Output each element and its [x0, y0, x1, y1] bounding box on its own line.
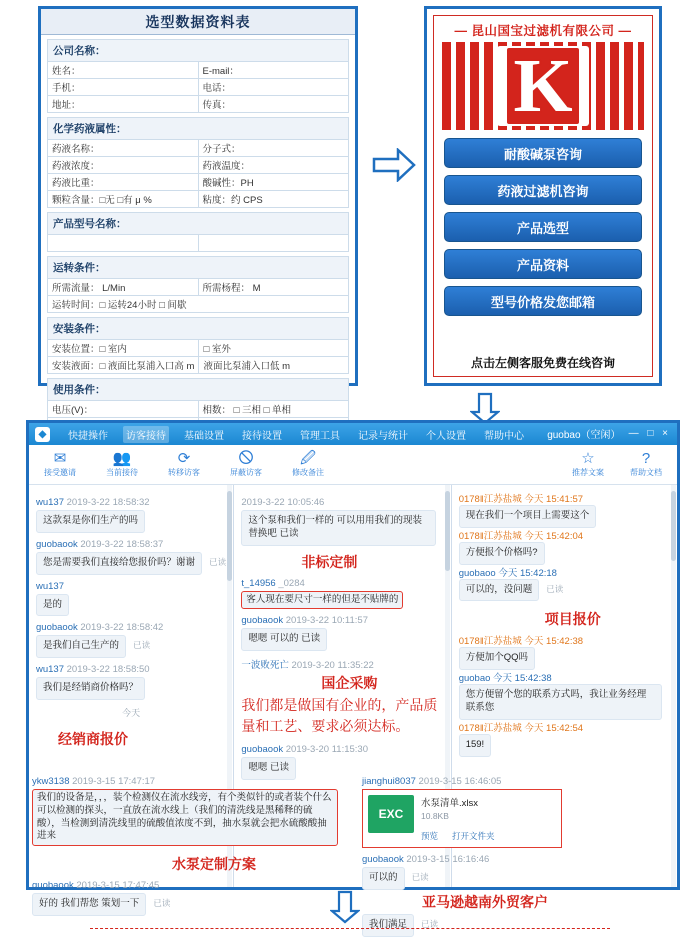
toolbar-block-visitor[interactable] — [225, 451, 267, 478]
form-cell: 电话： — [198, 79, 349, 96]
message-bubble: 159! — [459, 734, 492, 757]
message-sender — [36, 539, 226, 550]
sender-name: guobaook — [36, 622, 78, 634]
sender-time: 今天 15:42:38 — [493, 673, 552, 685]
form-section-table-0 — [47, 61, 349, 113]
sender-time: 2019-3-15 16:46:05 — [418, 776, 502, 787]
form-cell: 药液温度： — [198, 157, 349, 174]
message-bubble-highlighted: 客人现在要尺寸一样的但是不贴牌的 — [241, 591, 403, 610]
sender-time: 2019-3-15 16:16:46 — [406, 854, 490, 865]
tab-help-center[interactable]: 帮助中心 — [484, 430, 524, 442]
toolbar-right-group — [567, 451, 667, 478]
read-receipt: 已读 — [153, 898, 171, 909]
excel-file-icon: EXC — [368, 795, 414, 833]
form-cell: 安装液面：□ 液面比泵浦入口高 m — [48, 357, 199, 374]
file-links — [421, 830, 495, 842]
promo-button-acid-pump[interactable]: 耐酸碱泵咨询 — [444, 138, 642, 168]
shield-icon: 🛇 — [238, 450, 254, 467]
app-tab-bar — [29, 423, 677, 445]
message-sender — [241, 615, 443, 626]
form-row — [48, 357, 349, 374]
promo-button-product-selection[interactable]: 产品选型 — [444, 212, 642, 242]
sender-time: 2019-3-22 18:58:50 — [66, 664, 150, 676]
message-sender — [36, 664, 226, 675]
date-divider: 今天 — [122, 708, 141, 719]
sender-name: guobaook — [241, 615, 284, 627]
form-row — [48, 174, 349, 191]
arrow-right-icon — [372, 148, 416, 182]
message-sender — [459, 633, 670, 647]
form-cell — [198, 235, 349, 252]
tab-management-tools[interactable]: 管理工具 — [300, 430, 340, 442]
sender-name: 0178‖江苏盐城 — [458, 636, 522, 648]
message-row — [36, 635, 226, 658]
message-row — [36, 552, 226, 575]
sender-time: 今天 15:42:18 — [498, 567, 557, 579]
message-text: 我们是经销商价格吗？ — [43, 682, 139, 694]
promo-button-price-email[interactable]: 型号价格发您邮箱 — [444, 286, 642, 316]
sender-time: 今天 15:42:38 — [524, 636, 584, 648]
message-bubble-large-red: 我们都是做国有企业的，产品质量和工艺、要求必须达标。 — [241, 699, 438, 735]
sender-time: 今天 15:41:57 — [524, 494, 584, 505]
form-row — [48, 62, 349, 79]
form-row — [48, 279, 349, 296]
file-size: 10.8KB — [421, 811, 449, 821]
read-receipt: 已读 — [209, 556, 227, 567]
message-bubble — [36, 677, 145, 700]
form-section-table-2 — [47, 234, 349, 252]
sender-name: 一波败死亡 — [241, 660, 289, 672]
form-cell: 颗粒含量：□无 □有 μ % — [48, 191, 199, 208]
form-section-head-2: 产品型号名称： — [47, 212, 349, 234]
pane-left-body — [29, 485, 233, 755]
form-body — [41, 35, 355, 456]
sender-name: guobaook — [32, 880, 74, 892]
sender-time: 今天 15:42:54 — [524, 722, 584, 734]
toolbar-help-doc[interactable] — [625, 451, 667, 478]
toolbar-label: 转移访客 — [168, 468, 200, 477]
sender-name: wu137 — [36, 580, 64, 592]
app-logo-icon: ◆ — [35, 427, 50, 442]
logo-letter: K — [507, 48, 578, 124]
sender-time: 2019-3-22 18:58:32 — [66, 497, 150, 508]
form-cell: 运转时间：□ 运转24小时 □ 间歇 — [48, 296, 349, 313]
sender-name: guobaook — [362, 854, 404, 865]
toolbar-label: 修改备注 — [292, 468, 324, 477]
tab-reception-settings[interactable]: 接待设置 — [242, 430, 282, 442]
annotation-amazon-vietnam-client: 亚马逊越南外贸客户 — [422, 893, 548, 910]
file-preview-link[interactable]: 预览 — [421, 831, 439, 841]
promo-button-product-data[interactable]: 产品资料 — [444, 249, 642, 279]
question-icon: ? — [641, 450, 651, 467]
form-cell: 药液比重： — [48, 174, 199, 191]
tab-records-stats[interactable]: 记录与统计 — [358, 430, 408, 442]
toolbar-label: 接受邀请 — [44, 468, 76, 477]
transfer-icon: ⟳ — [177, 450, 191, 467]
read-receipt: 已读 — [133, 640, 151, 651]
selection-form-card — [38, 6, 358, 416]
annotation-nonstandard-custom: 非标定制 — [301, 553, 358, 570]
form-row — [48, 140, 349, 157]
file-name: 水泵清单.xlsx — [421, 798, 479, 809]
sender-name: 0178‖江苏盐城 — [458, 494, 522, 505]
sender-name: 0178‖江苏盐城 — [458, 530, 522, 542]
message-bubble: 我们满足 — [362, 914, 414, 937]
message-sender — [241, 497, 443, 508]
message-sender — [241, 744, 443, 755]
form-cell: E-mail： — [198, 62, 349, 79]
form-cell: 地址： — [48, 96, 199, 113]
message-sender — [32, 880, 350, 891]
message-bubble: 好的 我们帮您 策划一下 — [32, 893, 146, 916]
toolbar — [29, 445, 677, 485]
message-bubble: 可以的 — [362, 867, 405, 890]
sender-time: 2019-3-22 18:58:37 — [80, 538, 164, 550]
sender-time: 2019-3-15 17:47:17 — [72, 776, 156, 787]
bottom-divider — [90, 928, 610, 929]
sender-name: guobaook — [241, 743, 284, 755]
envelope-icon: ✉ — [53, 450, 67, 467]
sender-name: guobaook — [36, 538, 78, 550]
pane-mid-body — [234, 485, 450, 786]
promo-button-list — [434, 130, 652, 376]
file-attachment-card[interactable] — [362, 789, 562, 848]
sender-time: 2019-3-20 11:35:22 — [291, 660, 374, 672]
form-cell: 液面比泵浦入口低 m — [199, 357, 349, 374]
message-bubble: 您是需要我们直接给您报价吗？谢谢 — [36, 552, 202, 575]
message-bubble: 是的 — [36, 594, 69, 617]
message-row — [459, 579, 670, 602]
form-title: 选型数据资料表 — [41, 9, 355, 35]
read-receipt: 已读 — [411, 872, 429, 882]
message-sender — [459, 720, 670, 734]
message-sender — [241, 657, 443, 671]
tab-basic-settings[interactable]: 基础设置 — [184, 430, 224, 442]
logo-stripes — [442, 42, 644, 130]
promo-footer-note: 点击左侧客服免费在线咨询 — [470, 356, 615, 370]
account-status[interactable]: guobao（空闲） — [547, 430, 621, 441]
toolbar-label: 当前接待 — [106, 468, 138, 477]
promo-banner-inner — [433, 15, 653, 377]
scrollbar-thumb-right[interactable] — [671, 491, 676, 561]
message-row — [362, 914, 662, 937]
sender-name: t_14956 — [241, 577, 276, 589]
form-section-head-1: 化学药液属性： — [47, 117, 349, 139]
form-row — [48, 296, 349, 313]
message-bubble: 这个泵和我们一样的 可以用用我们的现装替换吧 已读 — [241, 510, 435, 546]
form-row — [48, 191, 349, 208]
message-sender — [36, 622, 226, 633]
form-cell: □ 室外 — [199, 340, 349, 357]
form-cell — [48, 235, 199, 252]
message-sender — [459, 491, 670, 505]
sender-name: guobao — [458, 673, 491, 685]
form-cell: 姓名： — [48, 62, 199, 79]
window-controls — [547, 426, 671, 441]
form-row — [48, 79, 349, 96]
file-open-folder-link[interactable]: 打开文件夹 — [452, 831, 495, 841]
form-section-head-4: 安装条件： — [47, 317, 349, 339]
form-section-table-1 — [47, 139, 349, 208]
arrow-down-icon-bottom — [330, 890, 360, 930]
sender-time: 2019-3-22 10:11:57 — [285, 615, 368, 627]
message-bubble-highlighted: 我们的设备是，，，装个检测仪在流水线旁，有个类似针的或者装个什么可以检测的探头，一直放在流水线上（我们的清洗线是黑稀释的硫酸），当检测到清洗线里的硫酸值浓度不到，抽水泵就会把水硫酸酸抽进来 — [32, 789, 338, 846]
form-cell: 所需杨程： M — [198, 279, 349, 296]
note-icon: 🖉 — [300, 450, 316, 467]
annotation-dealer-quote: 经销商报价 — [58, 731, 128, 748]
message-sender — [362, 776, 662, 787]
form-section-head-0: 公司名称： — [47, 39, 349, 61]
people-icon: 👥 — [112, 450, 132, 467]
message-row — [362, 867, 662, 890]
sender-time: 2019-3-22 18:58:42 — [80, 622, 164, 634]
toolbar-edit-note[interactable] — [287, 451, 329, 478]
form-row — [48, 340, 349, 357]
toolbar-label: 推荐文案 — [572, 468, 604, 477]
message-bubble: 可以的，没问题 — [459, 579, 540, 602]
sender-time: 2019-3-22 10:05:46 — [241, 497, 325, 508]
message-sender — [36, 581, 226, 592]
message-bubble: 这款泵是你们生产的吗 — [36, 510, 145, 533]
conversation-bottom-left — [32, 770, 350, 916]
form-cell: 药液名称： — [48, 140, 199, 157]
conversation-bottom-right — [362, 770, 662, 937]
form-cell: 安装位置：□ 室内 — [48, 340, 199, 357]
sender-time: 2019-3-15 17:47:45 — [76, 880, 160, 892]
scrollbar-thumb-mid[interactable] — [445, 491, 450, 571]
message-bubble: 嗯嗯 已读 — [241, 757, 296, 780]
toolbar-recommended-scripts[interactable] — [567, 451, 609, 478]
message-bubble: 现在我们一个项目上需要这个 — [459, 505, 597, 528]
sender-name: 0178‖江苏盐城 — [458, 722, 522, 734]
sender-time: _0284 — [278, 577, 305, 589]
message-sender — [36, 497, 226, 508]
sender-name: jianghui8037 — [362, 776, 416, 787]
message-sender — [459, 565, 670, 579]
form-cell: 相数： □ 三相 □ 单相 — [198, 401, 349, 418]
form-section-head-5: 使用条件： — [47, 378, 349, 400]
annotation-project-quote: 项目报价 — [544, 611, 601, 628]
form-cell: 传真： — [198, 96, 349, 113]
form-cell: 所需流量： L/Min — [48, 279, 199, 296]
star-icon: ☆ — [581, 450, 595, 467]
read-receipt: 已读 — [546, 583, 564, 594]
message-bubble: 您方便留个您的联系方式吗，我让业务经理联系您 — [459, 684, 662, 720]
pane-right-body — [452, 485, 677, 763]
form-row — [48, 157, 349, 174]
message-sender — [32, 776, 350, 787]
sender-name: ykw3138 — [32, 776, 70, 787]
form-cell: 粘度：约 CPS — [198, 191, 349, 208]
read-receipt: 已读 — [421, 918, 439, 929]
promo-banner — [424, 6, 662, 386]
window-buttons[interactable]: — □ × — [628, 428, 671, 439]
toolbar-current-reception[interactable] — [101, 451, 143, 478]
form-row — [48, 401, 349, 418]
message-sender — [459, 528, 670, 542]
toolbar-label: 帮助文档 — [630, 468, 662, 477]
tab-quick-actions[interactable]: 快捷操作 — [68, 430, 108, 442]
form-cell: 酸碱性：PH — [198, 174, 349, 191]
message-row — [32, 893, 350, 916]
sender-time: 今天 15:42:04 — [524, 530, 584, 542]
sender-name: wu137 — [36, 497, 64, 508]
form-row — [48, 235, 349, 252]
message-bubble: 方便加个QQ吗 — [459, 647, 535, 670]
form-row — [48, 96, 349, 113]
message-bubble: 嗯嗯 可以的 已读 — [241, 628, 327, 651]
message-sender — [459, 670, 670, 684]
message-sender — [362, 854, 662, 865]
tab-personal-settings[interactable]: 个人设置 — [426, 430, 466, 442]
sender-name: wu137 — [36, 664, 64, 676]
form-cell: 分子式： — [198, 140, 349, 157]
scrollbar-thumb-left[interactable] — [227, 491, 232, 581]
toolbar-accept-invite[interactable] — [39, 451, 81, 478]
form-cell: 手机： — [48, 79, 199, 96]
annotation-pump-custom-plan: 水泵定制方案 — [172, 856, 256, 873]
company-name: — 昆山国宝过滤机有限公司 — — [454, 24, 632, 38]
form-section-table-3 — [47, 278, 349, 313]
promo-button-filter[interactable]: 药液过滤机咨询 — [444, 175, 642, 205]
tab-visitor-reception[interactable]: 访客接待 — [123, 426, 169, 443]
annotation-soe-procurement: 国企采购 — [321, 675, 378, 692]
message-sender — [241, 578, 443, 589]
form-cell: 药液浓度： — [48, 157, 199, 174]
file-meta — [421, 795, 495, 842]
toolbar-transfer-visitor[interactable] — [163, 451, 205, 478]
form-cell: 电压(V)： — [48, 401, 199, 418]
message-bubble: 方便报个价格吗? — [459, 542, 545, 565]
form-section-table-4 — [47, 339, 349, 374]
sender-name: guobaoo — [458, 567, 496, 579]
sender-time: 2019-3-20 11:15:30 — [285, 743, 368, 755]
logo-letter-wrap — [497, 46, 588, 126]
form-section-head-3: 运转条件： — [47, 256, 349, 278]
toolbar-label: 屏蔽访客 — [230, 468, 262, 477]
message-bubble: 是我们自己生产的 — [36, 635, 126, 658]
